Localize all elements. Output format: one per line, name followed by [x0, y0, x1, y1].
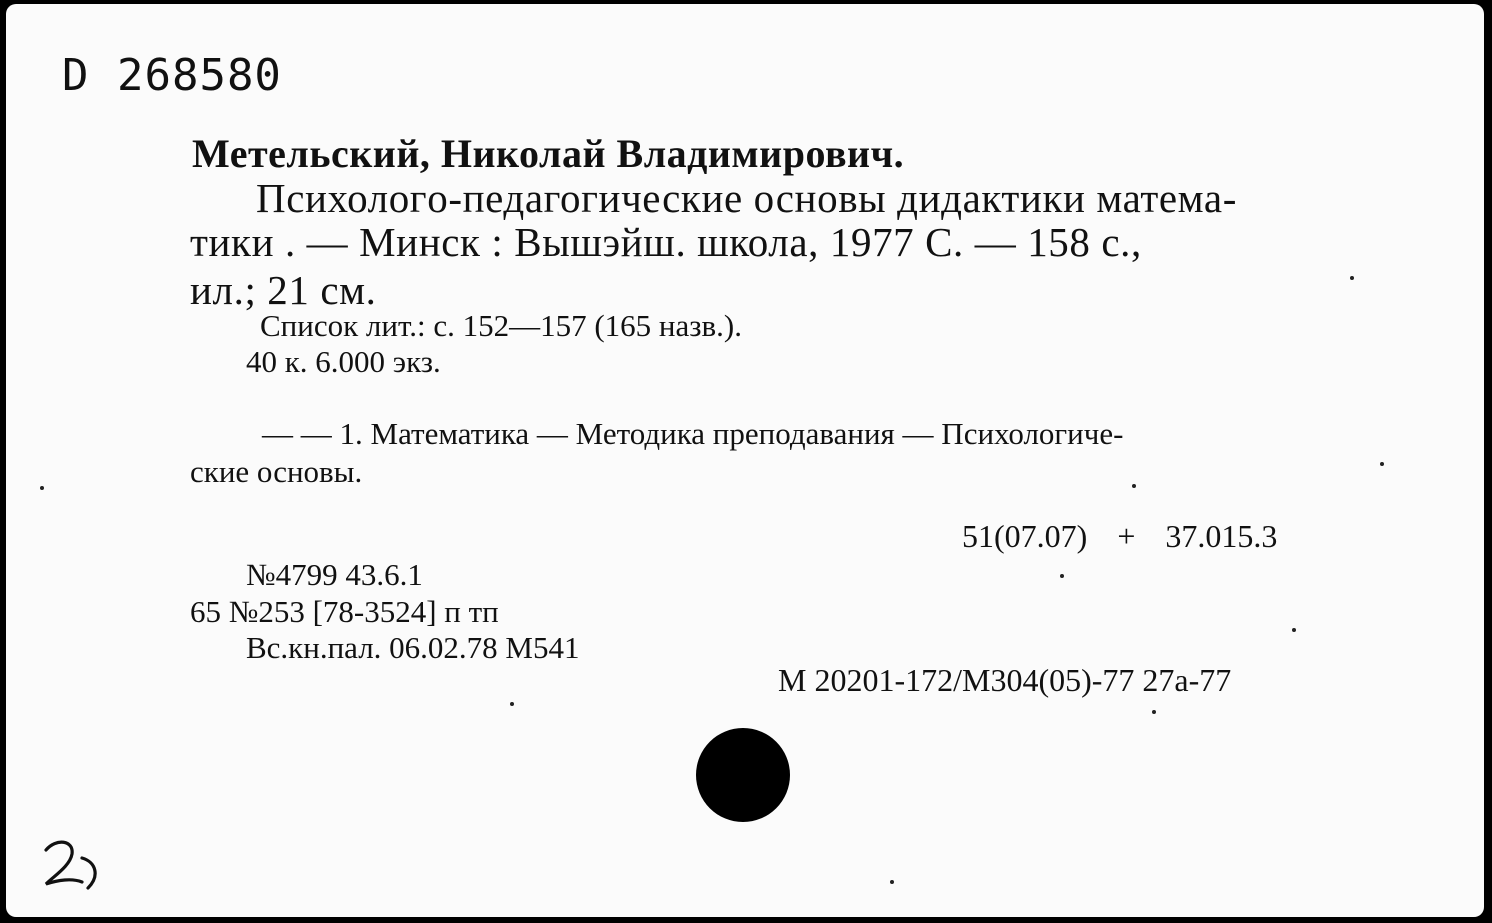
- speck: [510, 702, 514, 706]
- title-line-3: ил.; 21 см.: [190, 267, 377, 313]
- speck: [1292, 628, 1296, 632]
- bbk-code: 37.015.3: [1165, 518, 1278, 554]
- speck: [1132, 484, 1136, 488]
- speck: [1060, 574, 1064, 578]
- title-line-1: Психологo-педагогические основы дидактики матема-: [256, 175, 1237, 221]
- title-line-2: тики . — Минск : Вышэйш. школа, 1977 С. — 158 с.,: [190, 219, 1142, 265]
- order-number: 65 №253 [78-3524] п тп: [190, 594, 499, 629]
- plus-sign: +: [1117, 518, 1136, 554]
- udc-code: 51(07.07): [962, 518, 1088, 554]
- speck: [1152, 710, 1156, 714]
- publisher-code: М 20201-172/М304(05)-77 27а-77: [778, 662, 1232, 698]
- punch-hole: [696, 728, 790, 822]
- subject-heading-line-1: — — 1. Математика — Методика преподавания — Психологиче-: [262, 416, 1124, 451]
- speck: [1380, 462, 1384, 466]
- subject-heading-line-2: ские основы.: [190, 454, 363, 489]
- record-number: №4799 43.6.1: [246, 557, 423, 592]
- speck: [1350, 276, 1354, 280]
- catalog-card: [6, 4, 1484, 917]
- speck: [40, 486, 44, 490]
- classification: [962, 518, 1277, 555]
- handwritten-mark: [38, 836, 108, 896]
- author-heading: Метельский, Николай Владимирович.: [192, 131, 905, 176]
- price-run-note: 40 к. 6.000 экз.: [246, 344, 441, 379]
- call-number: D 268580: [62, 50, 282, 101]
- speck: [890, 880, 894, 884]
- book-chamber-stamp: Вс.кн.пал. 06.02.78 М541: [246, 630, 580, 665]
- references-note: Список лит.: с. 152—157 (165 назв.).: [260, 308, 742, 343]
